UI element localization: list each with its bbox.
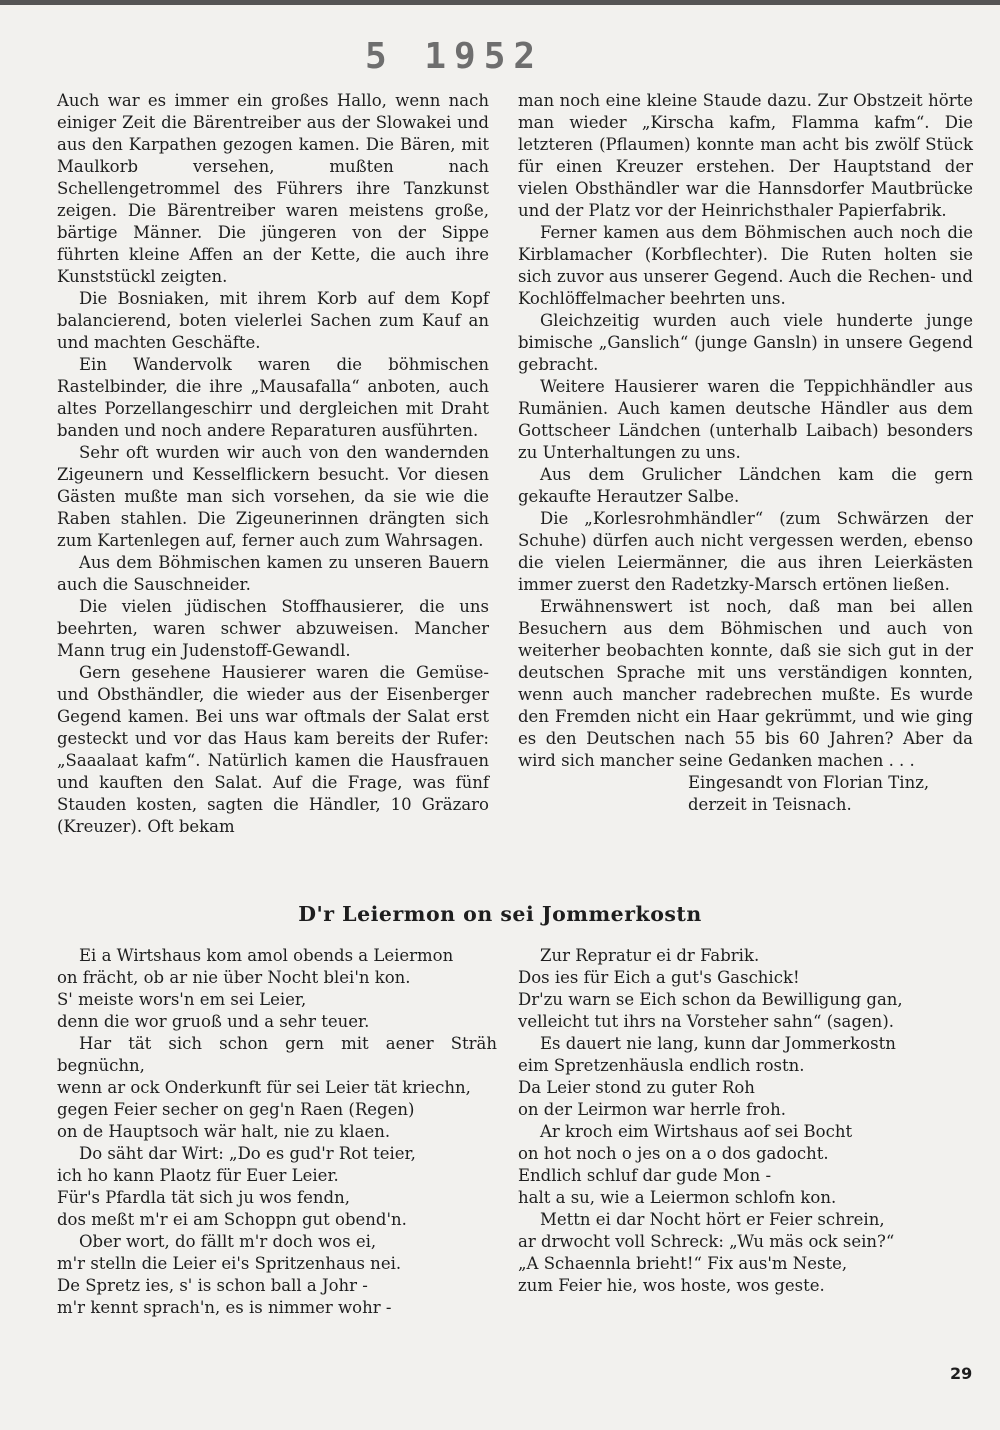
issue-stamp: 5 1952 (365, 36, 544, 77)
poem-title: D'r Leiermon on sei Jommerkostn (298, 902, 702, 926)
author-signature: Eingesandt von Florian Tinz, derzeit in Teisnach. (688, 773, 930, 814)
poem-stanza: Ei a Wirtshaus kom amol obends a Leiermon on frächt, ob ar nie über Nocht blei'n kon. S' meiste wors'n em sei Leier, denn die wor gruoß und a sehr teuer. (57, 946, 454, 1031)
paragraph: Aus dem Böhmischen kamen zu unseren Bauern auch die Sauschneider. (57, 553, 489, 594)
paragraph: Gern gesehene Hausierer waren die Gemüse- und Obsthändler, die wieder aus der Eisenberger Gegend kamen. Bei uns war oftmals der Salat erst gesteckt und vor das Haus kam bereits der Rufer: „Saaalaat kafm“. Natürlich kamen die Hausfrauen und kauften den Salat. Auf die Frage, was fünf Stauden kosten, sagten die Händler, 10 Gräzaro (Kreuzer). Oft bekam (57, 663, 489, 836)
poem-stanza: Har tät sich schon gern mit aener Sträh begnüchn, wenn ar ock Onderkunft für sei Leier tät kriechn, gegen Feier secher on geg'n Raen (Regen) on de Hauptsoch wär halt, nie zu klaen. (57, 1034, 497, 1141)
paragraph: Erwähnenswert ist noch, daß man bei allen Besuchern aus dem Böhmischen und auch von weiterher beobachten konnte, daß sie sich gut in der deutschen Sprache mit uns verständigen konnten, wenn auch mancher radebrechen mußte. Es wurde den Fremden nicht ein Haar gekrümmt, und wie ging es den Deutschen nach 55 bis 60 Jahren? Aber da wird sich mancher seine Gedanken machen . . . (518, 597, 973, 770)
paragraph: Die vielen jüdischen Stoffhausierer, die uns beehrten, waren schwer abzuweisen. Mancher Mann trug ein Judenstoff-Gewandl. (57, 597, 489, 660)
paragraph: Gleichzeitig wurden auch viele hunderte junge bimische „Ganslich“ (junge Gansln) in unsere Gegend gebracht. (518, 311, 973, 374)
poem-stanza: Es dauert nie lang, kunn dar Jommerkostn eim Spretzenhäusla endlich rostn. Da Leier stond zu guter Roh on der Leirmon war herrle froh. (518, 1034, 896, 1119)
poem-left-column (57, 945, 497, 1319)
paragraph: Ein Wandervolk waren die böhmischen Rastelbinder, die ihre „Mausafalla“ anboten, auch altes Porzellangeschirr und dergleichen mit Draht banden und noch andere Reparaturen ausführten. (57, 355, 489, 440)
paragraph: Sehr oft wurden wir auch von den wandernden Zigeunern und Kesselflickern besucht. Vor diesen Gästen mußte man sich vorsehen, da sie wie die Raben stahlen. Die Zigeunerinnen drängten sich zum Kartenlegen auf, ferner auch zum Wahrsagen. (57, 443, 489, 550)
poem-stanza: Ober wort, do fällt m'r doch wos ei, m'r stelln die Leier ei's Spritzenhaus nei. De Spretz ies, s' is schon ball a Johr - m'r kennt sprach'n, es is nimmer wohr - (57, 1232, 402, 1317)
paragraph: Die Bosniaken, mit ihrem Korb auf dem Kopf balancierend, boten vielerlei Sachen zum Kauf an und machten Geschäfte. (57, 289, 489, 352)
poem-stanza: Zur Repratur ei dr Fabrik. Dos ies für Eich a gut's Gaschick! Dr'zu warn se Eich schon da Bewilligung gan, velleicht tut ihrs na Vorsteher sahn“ (sagen). (518, 946, 903, 1031)
poem-stanza: Do säht dar Wirt: „Do es gud'r Rot teier, ich ho kann Plaotz für Euer Leier. Für's Pfardla tät sich ju wos fendn, dos meßt m'r ei am Schoppn gut obend'n. (57, 1144, 416, 1229)
paragraph: Die „Korlesrohmhändler“ (zum Schwärzen der Schuhe) dürfen auch nicht vergessen werden, ebenso die vielen Leiermänner, die aus ihren Leierkästen immer zuerst den Radetzky-Marsch ertönen ließen. (518, 509, 973, 594)
paragraph: Weitere Hausierer waren die Teppichhändler aus Rumänien. Auch kamen deutsche Händler aus dem Gottscheer Ländchen (unterhalb Laibach) besonders zu Unterhaltungen zu uns. (518, 377, 973, 462)
poem-right-column (518, 945, 978, 1297)
article-right-column (518, 90, 973, 816)
paragraph: Ferner kamen aus dem Böhmischen auch noch die Kirblamacher (Korbflechter). Die Ruten holten sie sich zuvor aus unserer Gegend. Auch die Rechen- und Kochlöffelmacher beehrten uns. (518, 223, 973, 308)
poem-stanza: Mettn ei dar Nocht hört er Feier schrein, ar drwocht voll Schreck: „Wu mäs ock sein?“ „A Schaennla brieht!“ Fix aus'm Neste, zum Feier hie, wos hoste, wos geste. (518, 1210, 895, 1295)
paragraph: Auch war es immer ein großes Hallo, wenn nach einiger Zeit die Bärentreiber aus der Slowakei und aus den Karpathen gezogen kamen. Die Bären, mit Maulkorb versehen, mußten nach Schellengetrommel des Führers ihre Tanzkunst zeigen. Die Bärentreiber waren meistens große, bärtige Männer. Die jüngeren von der Sippe führten kleine Affen an der Kette, die auch ihre Kunststückl zeigten. (57, 91, 489, 286)
paragraph: man noch eine kleine Staude dazu. Zur Obstzeit hörte man wieder „Kirscha kafm, Flamma kafm“. Die letzteren (Pflaumen) konnte man acht bis zwölf Stück für einen Kreuzer erstehen. Der Hauptstand der vielen Obsthändler war die Hannsdorfer Mautbrücke und der Platz vor der Heinrichsthaler Papierfabrik. (518, 91, 973, 220)
poem-stanza: Ar kroch eim Wirtshaus aof sei Bocht on hot noch o jes on a o dos gadocht. Endlich schluf dar gude Mon - halt a su, wie a Leiermon schlofn kon. (518, 1122, 853, 1207)
article-left-column (57, 90, 489, 838)
page-number: 29 (950, 1364, 973, 1383)
paragraph: Aus dem Grulicher Ländchen kam die gern gekaufte Herautzer Salbe. (518, 465, 973, 506)
page-edge (0, 0, 1000, 5)
